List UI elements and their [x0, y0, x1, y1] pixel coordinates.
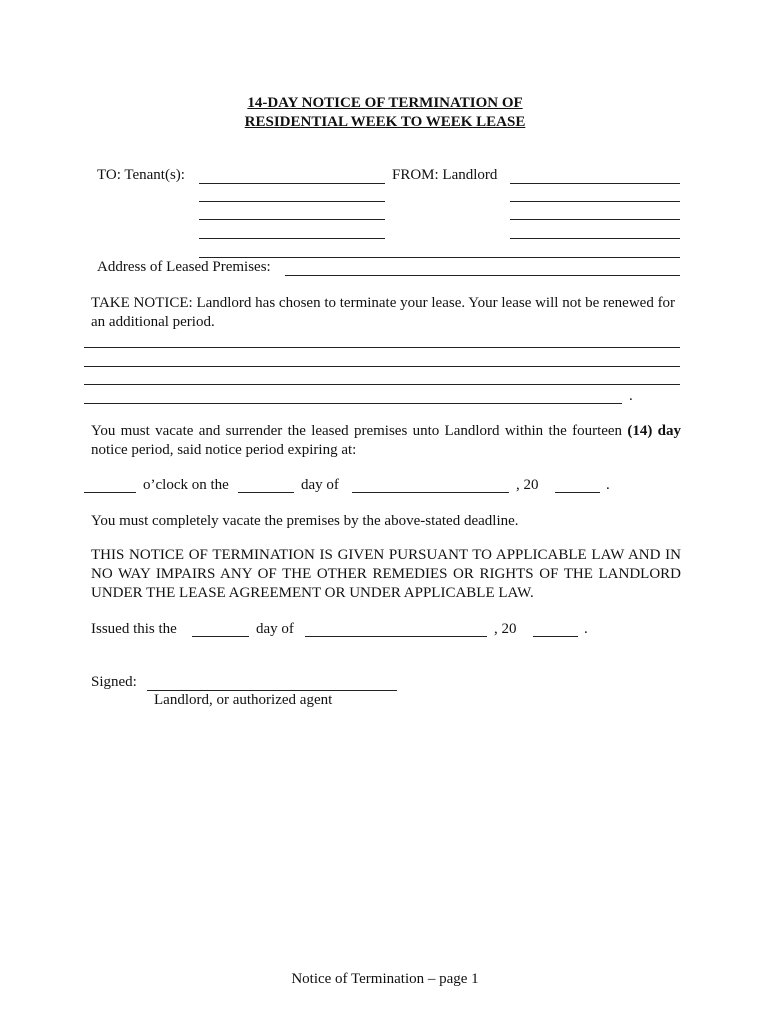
landlord-name-field-2[interactable] — [510, 201, 680, 202]
vacate-paragraph — [91, 422, 681, 460]
issued-year-prefix: , 20 — [494, 621, 517, 637]
tenant-name-field-3[interactable] — [199, 219, 385, 220]
signature-caption: Landlord, or authorized agent — [154, 692, 333, 708]
landlord-name-field-1[interactable] — [510, 183, 680, 184]
deadline-period: . — [606, 477, 610, 493]
parties-separator-line[interactable] — [199, 257, 680, 258]
deadline-month-field[interactable] — [352, 492, 509, 493]
tenant-name-field-4[interactable] — [199, 238, 385, 239]
issued-month-field[interactable] — [305, 636, 487, 637]
document-title-line-2: RESIDENTIAL WEEK TO WEEK LEASE — [244, 114, 526, 130]
completely-vacate-text: You must completely vacate the premises by the above-stated deadline. — [91, 513, 519, 529]
take-notice-paragraph: TAKE NOTICE: Landlord has chosen to terminate your lease. Your lease will not be renewed for an additional period. — [91, 295, 676, 330]
landlord-name-field-3[interactable] — [510, 219, 680, 220]
notice-reason-line-4[interactable] — [84, 403, 622, 404]
landlord-label: FROM: Landlord — [392, 167, 498, 183]
notice-reason-period: . — [629, 388, 633, 404]
landlord-name-field-4[interactable] — [510, 238, 680, 239]
page-footer: Notice of Termination – page 1 — [291, 971, 479, 987]
issued-year-field[interactable] — [533, 636, 578, 637]
notice-reason-line-3[interactable] — [84, 384, 680, 385]
deadline-day-of-label: day of — [301, 477, 339, 493]
deadline-hour-field[interactable] — [84, 492, 136, 493]
vacate-text-after: notice period, said notice period expiring at: — [91, 442, 357, 458]
vacate-text-before: You must vacate and surrender the leased premises unto Landlord within the fourteen — [91, 423, 628, 439]
legal-notice-paragraph: THIS NOTICE OF TERMINATION IS GIVEN PURSUANT TO APPLICABLE LAW AND IN NO WAY IMPAIRS ANY OF THE OTHER REMEDIES OR RIGHTS OF THE LANDLORD UNDER THE LEASE AGREEMENT OR UNDER APPLICABLE LAW. — [91, 547, 681, 601]
issued-day-field[interactable] — [192, 636, 249, 637]
address-label: Address of Leased Premises: — [97, 259, 271, 275]
signed-label: Signed: — [91, 674, 137, 690]
address-field[interactable] — [285, 275, 680, 276]
notice-reason-line-1[interactable] — [84, 347, 680, 348]
tenant-name-field-2[interactable] — [199, 201, 385, 202]
issued-day-of-label: day of — [256, 621, 294, 637]
document-title-line-1: 14-DAY NOTICE OF TERMINATION OF — [247, 95, 523, 111]
deadline-year-prefix: , 20 — [516, 477, 539, 493]
notice-reason-line-2[interactable] — [84, 366, 680, 367]
tenant-name-field-1[interactable] — [199, 183, 385, 184]
deadline-year-field[interactable] — [555, 492, 600, 493]
issued-label: Issued this the — [91, 621, 177, 637]
issued-period: . — [584, 621, 588, 637]
vacate-bold-period: (14) day — [627, 423, 681, 439]
tenant-label: TO: Tenant(s): — [97, 167, 185, 183]
deadline-day-field[interactable] — [238, 492, 294, 493]
deadline-oclock-label: o’clock on the — [143, 477, 229, 493]
